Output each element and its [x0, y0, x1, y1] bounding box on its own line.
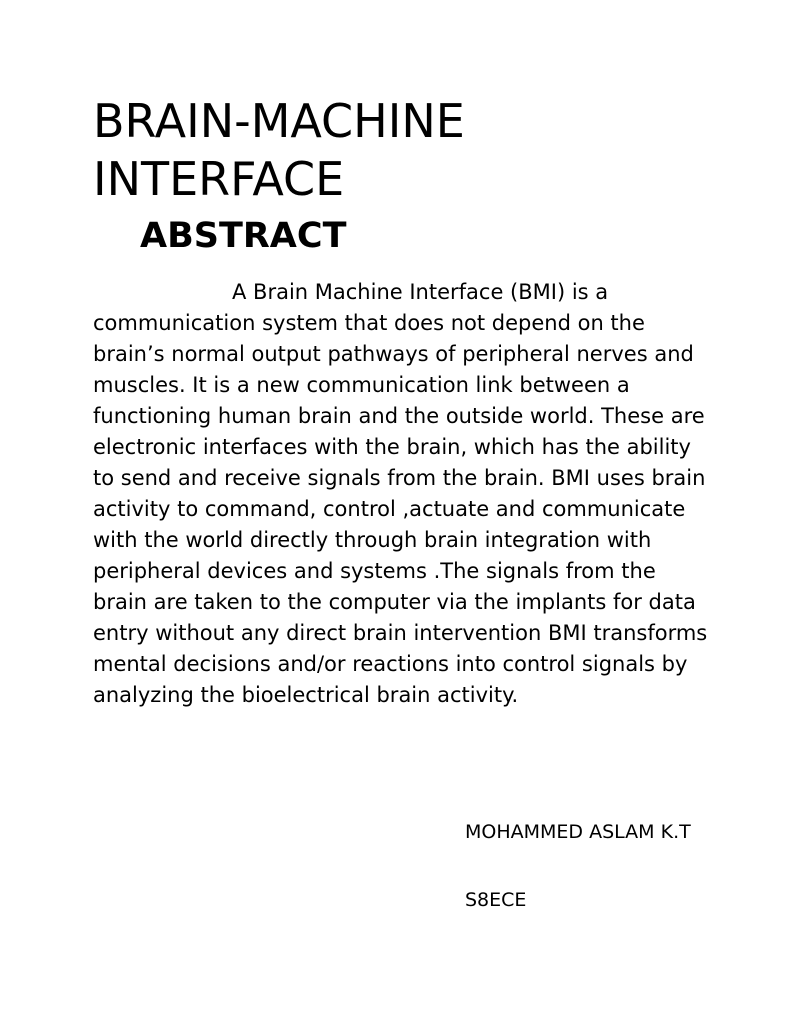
abstract-paragraph: A Brain Machine Interface (BMI) is a communication system that does not depend on the brain’s normal output pathways of peripheral nerves and muscles. It is a new communication link between a functioning human brain and the outside world. These are electronic interfaces with the brain, which has the ability to send and receive signals from the brain. BMI uses brain activity to command, control ,actuate and communicate with the world directly through brain integration with peripheral devices and systems .The signals from the brain are taken to the computer via the implants for data entry without any direct brain intervention BMI transforms mental decisions and/or reactions into control signals by analyzing the bioelectrical brain activity.: [93, 280, 708, 707]
author-class: S8ECE: [465, 889, 527, 911]
abstract-heading: ABSTRACT: [140, 216, 347, 256]
document-title: BRAIN-MACHINE INTERFACE: [93, 94, 465, 206]
author-name: MOHAMMED ASLAM K.T: [465, 821, 691, 843]
